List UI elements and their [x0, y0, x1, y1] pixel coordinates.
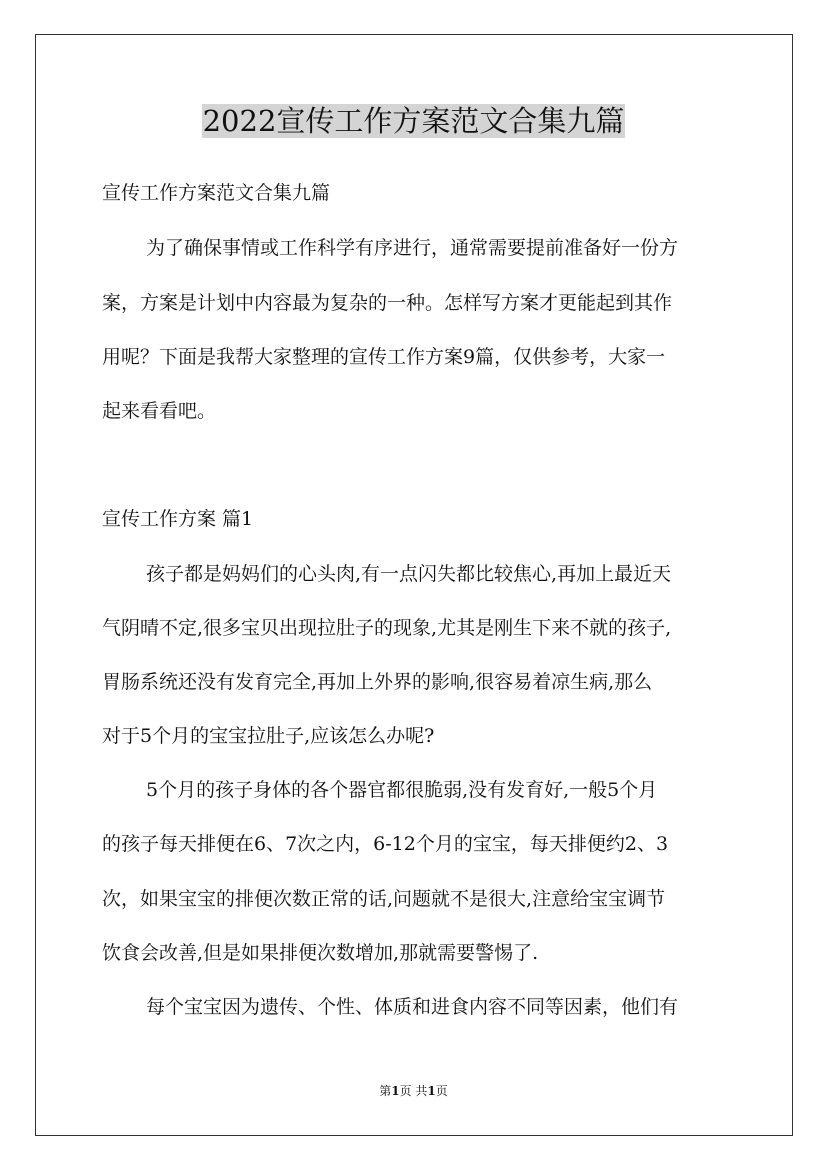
paragraph-line: 次，如果宝宝的排便次数正常的话,问题就不是很大,注意给宝宝调节 [102, 888, 666, 910]
paragraph-line: 5个月的孩子身体的各个器官都很脆弱,没有发育好,一般5个月 [146, 779, 658, 801]
paragraph-line: 气阴晴不定,很多宝贝出现拉肚子的现象,尤其是刚生下来不就的孩子, [102, 617, 672, 639]
page-footer [0, 1083, 827, 1099]
footer-suffix: 页 [435, 1084, 448, 1098]
footer-page-number: 1 [391, 1084, 400, 1098]
paragraph-line: 对于5个月的宝宝拉肚子,应该怎么办呢? [102, 725, 435, 747]
intro-line: 为了确保事情或工作科学有序进行，通常需要提前准备好一份方 [146, 237, 679, 259]
paragraph-line: 饮食会改善,但是如果排便次数增加,那就需要警惕了. [102, 942, 539, 964]
footer-total-pages: 1 [427, 1084, 436, 1098]
footer-middle: 页 共 [399, 1084, 428, 1098]
paragraph-line: 孩子都是妈妈们的心头肉,有一点闪失都比较焦心,再加上最近天 [146, 563, 672, 585]
intro-line: 起来看看吧。 [102, 400, 217, 422]
paragraph-line: 胃肠系统还没有发育完全,再加上外界的影响,很容易着凉生病,那么 [102, 671, 653, 693]
document-subtitle: 宣传工作方案范文合集九篇 [102, 182, 331, 204]
footer-prefix: 第 [379, 1084, 392, 1098]
intro-line: 案，方案是计划中内容最为复杂的一种。怎样写方案才更能起到其作 [102, 292, 673, 314]
paragraph-line: 每个宝宝因为遗传、个性、体质和进食内容不同等因素，他们有 [146, 996, 679, 1018]
paragraph-line: 的孩子每天排便在6、7次之内，6-12个月的宝宝，每天排便约2、3 [102, 833, 669, 855]
intro-line: 用呢？下面是我帮大家整理的宣传工作方案9篇，仅供参考，大家一 [102, 346, 666, 368]
document-title-text: 2022宣传工作方案范文合集九篇 [202, 104, 625, 138]
section-heading: 宣传工作方案 篇1 [102, 508, 254, 530]
document-title [0, 100, 827, 142]
